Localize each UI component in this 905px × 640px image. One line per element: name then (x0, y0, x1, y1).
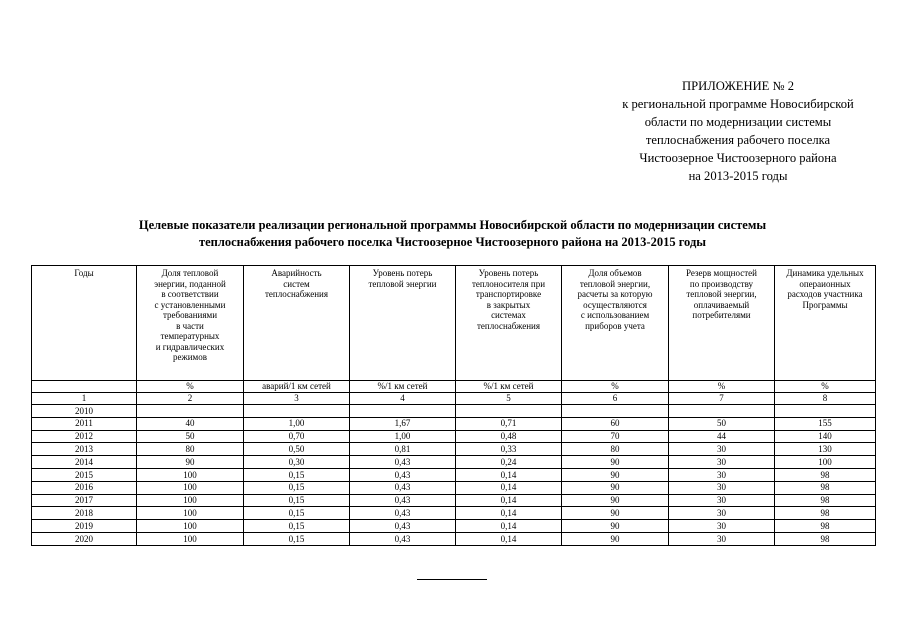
table-cell: 90 (562, 532, 669, 545)
table-cell: 0,43 (350, 481, 456, 494)
table-cell: 50 (669, 417, 775, 430)
table-cell: 0,15 (244, 494, 350, 507)
table-cell (562, 405, 669, 418)
table-cell: 50 (137, 430, 244, 443)
table-cell: 98 (775, 494, 876, 507)
year-cell: 2013 (32, 443, 137, 456)
table-cell: 90 (562, 494, 669, 507)
appendix-line: теплоснабжения рабочего поселка (645, 133, 831, 147)
table-cell: 90 (562, 507, 669, 520)
table-cell: 0,43 (350, 468, 456, 481)
table-cell: 100 (137, 468, 244, 481)
table-cell: 0,71 (456, 417, 562, 430)
table-cell: 0,24 (456, 456, 562, 469)
table-cell: 130 (775, 443, 876, 456)
table-cell: 80 (137, 443, 244, 456)
table-cell: 0,43 (350, 532, 456, 545)
table-cell: 100 (137, 481, 244, 494)
table-cell: 30 (669, 443, 775, 456)
table-cell (669, 405, 775, 418)
table-row (32, 456, 876, 469)
column-number-cell: 6 (562, 393, 669, 405)
year-cell: 2016 (32, 481, 137, 494)
appendix-header (583, 77, 893, 185)
table-cell: 0,15 (244, 507, 350, 520)
table-cell: 100 (137, 507, 244, 520)
document-title (28, 217, 877, 251)
table-cell: 1,00 (350, 430, 456, 443)
table-cell: 0,43 (350, 507, 456, 520)
table-cell: 0,14 (456, 494, 562, 507)
column-number-cell: 2 (137, 393, 244, 405)
column-header: Уровень потерь теплоносителя при транспортировке в закрытых системах теплоснабжения (456, 266, 562, 381)
table-cell: 0,15 (244, 520, 350, 533)
column-header: Резерв мощностей по производству тепловой энергии, оплачиваемый потребителями (669, 266, 775, 381)
table-cell: 90 (562, 456, 669, 469)
table-cell: 0,14 (456, 468, 562, 481)
table-cell: 100 (137, 520, 244, 533)
year-cell: 2017 (32, 494, 137, 507)
table-column-numbers-row (32, 393, 876, 405)
appendix-line: Чистоозерное Чистоозерного района (639, 151, 837, 165)
unit-cell: % (775, 381, 876, 393)
table-cell: 90 (562, 520, 669, 533)
table-row (32, 520, 876, 533)
table-cell: 80 (562, 443, 669, 456)
column-header: Доля тепловой энергии, поданной в соответствии с установленными требованиями в части температурных и гидравлических режимов (137, 266, 244, 381)
footnote-separator (417, 579, 487, 580)
appendix-number: ПРИЛОЖЕНИЕ № 2 (682, 79, 794, 93)
table-cell: 0,14 (456, 507, 562, 520)
year-cell: 2012 (32, 430, 137, 443)
table-cell: 100 (775, 456, 876, 469)
year-cell: 2015 (32, 468, 137, 481)
document-title-line-1: Целевые показатели реализации региональной программы Новосибирской области по модернизации системы (138, 218, 767, 232)
table-cell: 0,15 (244, 481, 350, 494)
appendix-line: к региональной программе Новосибирской (622, 97, 854, 111)
column-number-cell: 1 (32, 393, 137, 405)
appendix-line: области по модернизации системы (644, 115, 832, 129)
table-cell (350, 405, 456, 418)
table-cell: 98 (775, 532, 876, 545)
table-row (32, 507, 876, 520)
table-row (32, 430, 876, 443)
table-cell: 155 (775, 417, 876, 430)
year-cell: 2010 (32, 405, 137, 418)
column-header: Годы (32, 266, 137, 381)
table-cell: 98 (775, 507, 876, 520)
table-cell: 0,33 (456, 443, 562, 456)
column-number-cell: 5 (456, 393, 562, 405)
table-cell: 0,43 (350, 520, 456, 533)
table-cell: 140 (775, 430, 876, 443)
table-cell: 30 (669, 532, 775, 545)
table-row (32, 532, 876, 545)
table-row (32, 405, 876, 418)
unit-cell: % (137, 381, 244, 393)
table-cell: 100 (137, 494, 244, 507)
column-header: Динамика удельных операионных расходов участника Программы (775, 266, 876, 381)
unit-cell: %/1 км сетей (456, 381, 562, 393)
table-cell (244, 405, 350, 418)
year-cell: 2018 (32, 507, 137, 520)
year-cell: 2011 (32, 417, 137, 430)
table-cell: 90 (562, 468, 669, 481)
appendix-line: на 2013-2015 годы (688, 169, 788, 183)
table-cell: 100 (137, 532, 244, 545)
table-cell: 90 (137, 456, 244, 469)
column-header: Аварийность систем теплоснабжения (244, 266, 350, 381)
table-units-row (32, 381, 876, 393)
table-cell: 44 (669, 430, 775, 443)
table-cell: 0,30 (244, 456, 350, 469)
table-cell: 0,15 (244, 532, 350, 545)
year-cell: 2014 (32, 456, 137, 469)
table-cell: 30 (669, 468, 775, 481)
table-cell: 0,14 (456, 532, 562, 545)
table-cell: 0,50 (244, 443, 350, 456)
table-cell: 90 (562, 481, 669, 494)
table-cell: 30 (669, 494, 775, 507)
table-cell: 1,00 (244, 417, 350, 430)
table-row (32, 481, 876, 494)
table-cell: 98 (775, 520, 876, 533)
column-number-cell: 4 (350, 393, 456, 405)
table-cell: 60 (562, 417, 669, 430)
year-cell: 2019 (32, 520, 137, 533)
table-row (32, 468, 876, 481)
table-row (32, 417, 876, 430)
table-cell: 30 (669, 456, 775, 469)
unit-cell: % (562, 381, 669, 393)
table-cell: 0,81 (350, 443, 456, 456)
table-header-row (32, 266, 876, 381)
unit-cell: %/1 км сетей (350, 381, 456, 393)
column-number-cell: 3 (244, 393, 350, 405)
indicators-table (31, 265, 876, 546)
table-cell: 0,15 (244, 468, 350, 481)
unit-cell: % (669, 381, 775, 393)
table-cell: 0,14 (456, 520, 562, 533)
table-cell: 30 (669, 520, 775, 533)
unit-cell: аварий/1 км сетей (244, 381, 350, 393)
table-cell: 40 (137, 417, 244, 430)
column-number-cell: 7 (669, 393, 775, 405)
table-cell: 98 (775, 468, 876, 481)
table-cell: 30 (669, 481, 775, 494)
table-cell: 0,43 (350, 456, 456, 469)
column-number-cell: 8 (775, 393, 876, 405)
table-cell: 30 (669, 507, 775, 520)
table-row (32, 494, 876, 507)
table-cell (775, 405, 876, 418)
table-cell: 0,43 (350, 494, 456, 507)
column-header: Уровень потерь тепловой энергии (350, 266, 456, 381)
table-cell: 98 (775, 481, 876, 494)
table-cell (137, 405, 244, 418)
table-cell: 0,14 (456, 481, 562, 494)
column-header: Доля объемов тепловой энергии, расчеты за которую осуществляются с использованием приборов учета (562, 266, 669, 381)
table-body (32, 405, 876, 546)
table-cell: 0,48 (456, 430, 562, 443)
table-cell: 70 (562, 430, 669, 443)
unit-cell (32, 381, 137, 393)
table-cell: 1,67 (350, 417, 456, 430)
table-row (32, 443, 876, 456)
year-cell: 2020 (32, 532, 137, 545)
document-title-line-2: теплоснабжения рабочего поселка Чистоозерное Чистоозерного района на 2013-2015 годы (198, 235, 707, 249)
table-cell (456, 405, 562, 418)
table-cell: 0,70 (244, 430, 350, 443)
